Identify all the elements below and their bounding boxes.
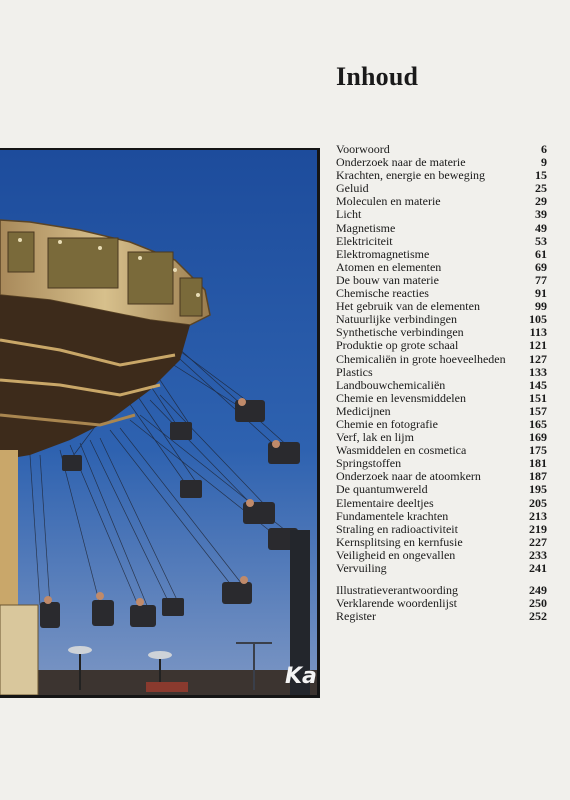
toc-entry-page-number: 113: [529, 325, 547, 340]
toc-entry-title: Verklarende woordenlijst: [336, 596, 457, 611]
toc-entry: [336, 353, 547, 366]
toc-entry: [336, 208, 547, 221]
toc-entry-title: De bouw van materie: [336, 272, 439, 287]
toc-entry-title: Synthetische verbindingen: [336, 325, 464, 340]
toc-entry-page-number: 227: [529, 534, 547, 549]
toc-entry-page-number: 133: [529, 364, 547, 379]
toc-entry-title: Illustratieverantwoording: [336, 583, 458, 598]
toc-entry-title: Moleculen en materie: [336, 194, 441, 209]
toc-entry-page-number: 39: [535, 207, 547, 222]
toc-entry-title: Verf, lak en lijm: [336, 430, 414, 445]
toc-entry-title: Plastics: [336, 364, 373, 379]
toc-entry-page-number: 250: [529, 596, 547, 611]
toc-entry-title: Atomen en elementen: [336, 259, 442, 274]
toc-entry-page-number: 233: [529, 547, 547, 562]
toc-entry-page-number: 69: [535, 259, 547, 274]
toc-entry-title: Straling en radioactiviteit: [336, 521, 458, 536]
toc-entry-title: Geluid: [336, 181, 369, 196]
toc-entry-page-number: 49: [535, 220, 547, 235]
toc-entry-page-number: 99: [535, 299, 547, 314]
toc-entry-title: Produktie op grote schaal: [336, 338, 459, 353]
toc-entry-page-number: 29: [535, 194, 547, 209]
toc-entry-page-number: 105: [529, 312, 547, 327]
toc-entry-page-number: 53: [535, 233, 547, 248]
toc-entry-page-number: 145: [529, 377, 547, 392]
toc-entry: [336, 379, 547, 392]
toc-entry-page-number: 165: [529, 416, 547, 431]
toc-entry-page-number: 91: [535, 286, 547, 301]
toc-entry-page-number: 61: [535, 246, 547, 261]
toc-entry: [336, 523, 547, 536]
toc-entry: [336, 392, 547, 405]
toc-entry-title: Veiligheid en ongevallen: [336, 547, 456, 562]
toc-entry: [336, 610, 547, 623]
toc-entry-title: Voorwoord: [336, 142, 390, 156]
carousel-photo: [0, 148, 320, 698]
toc-entry-page-number: 77: [535, 272, 547, 287]
toc-entry-page-number: 25: [535, 181, 547, 196]
toc-entry-page-number: 151: [529, 390, 547, 405]
toc-entry-title: Elektriciteit: [336, 233, 393, 248]
toc-entry-title: De quantumwereld: [336, 482, 428, 497]
toc-entry-title: Onderzoek naar de materie: [336, 155, 466, 170]
toc-entry-page-number: 175: [529, 443, 547, 458]
toc-entry: [336, 235, 547, 248]
toc-entry-title: Elektromagnetisme: [336, 246, 430, 261]
toc-entry-page-number: 219: [529, 521, 547, 536]
toc-entry-page-number: 205: [529, 495, 547, 510]
toc-entry-page-number: 157: [529, 403, 547, 418]
toc-entry: [336, 536, 547, 549]
toc-entry-page-number: 249: [529, 583, 547, 598]
toc-entry-title: Elementaire deeltjes: [336, 495, 434, 510]
toc-entry-title: Licht: [336, 207, 362, 222]
toc-entry-title: Het gebruik van de elementen: [336, 299, 480, 314]
toc-entry-page-number: 6: [541, 142, 547, 156]
toc-entry: [336, 562, 547, 575]
toc-entry: [336, 497, 547, 510]
toc-entry: [336, 248, 547, 261]
toc-entry: [336, 339, 547, 352]
carousel-illustration: [0, 150, 317, 695]
toc-entry-page-number: 9: [541, 155, 547, 170]
toc-entry-title: Chemicaliën in grote hoeveelheden: [336, 351, 506, 366]
toc-entry: [336, 222, 547, 235]
table-of-contents: [336, 143, 547, 623]
toc-entry-title: Register: [336, 609, 376, 624]
toc-entry-page-number: 15: [535, 168, 547, 183]
toc-entry: [336, 510, 547, 523]
toc-entry-title: Wasmiddelen en cosmetica: [336, 443, 467, 458]
toc-entry-title: Medicijnen: [336, 403, 391, 418]
toc-entry: [336, 405, 547, 418]
neon-sign: Ka: [285, 664, 317, 689]
toc-entry-title: Onderzoek naar de atoomkern: [336, 469, 481, 484]
toc-entry-title: Chemie en levensmiddelen: [336, 390, 466, 405]
toc-entry-title: Natuurlijke verbindingen: [336, 312, 457, 327]
page-title: Inhoud: [336, 62, 419, 91]
toc-entry-title: Springstoffen: [336, 456, 402, 471]
toc-entry-title: Fundamentele krachten: [336, 508, 449, 523]
toc-entry-page-number: 181: [529, 456, 547, 471]
toc-entry-title: Chemie en fotografie: [336, 416, 438, 431]
toc-entry-page-number: 187: [529, 469, 547, 484]
toc-entry-page-number: 127: [529, 351, 547, 366]
toc-entry-page-number: 121: [529, 338, 547, 353]
toc-entry-title: Magnetisme: [336, 220, 396, 235]
toc-entry-page-number: 213: [529, 508, 547, 523]
toc-entry-title: Kernsplitsing en kernfusie: [336, 534, 463, 549]
toc-entry: [336, 261, 547, 274]
toc-entry-page-number: 252: [529, 609, 547, 624]
toc-entry: [336, 483, 547, 496]
toc-entry-title: Landbouwchemicaliën: [336, 377, 446, 392]
toc-entry-title: Krachten, energie en beweging: [336, 168, 486, 183]
toc-entry-title: Chemische reacties: [336, 286, 429, 301]
toc-entry-page-number: 195: [529, 482, 547, 497]
toc-entry: [336, 195, 547, 208]
toc-entry-page-number: 241: [529, 561, 547, 575]
toc-entry: [336, 366, 547, 379]
toc-entry-page-number: 169: [529, 430, 547, 445]
toc-entry-title: Vervuiling: [336, 561, 387, 575]
